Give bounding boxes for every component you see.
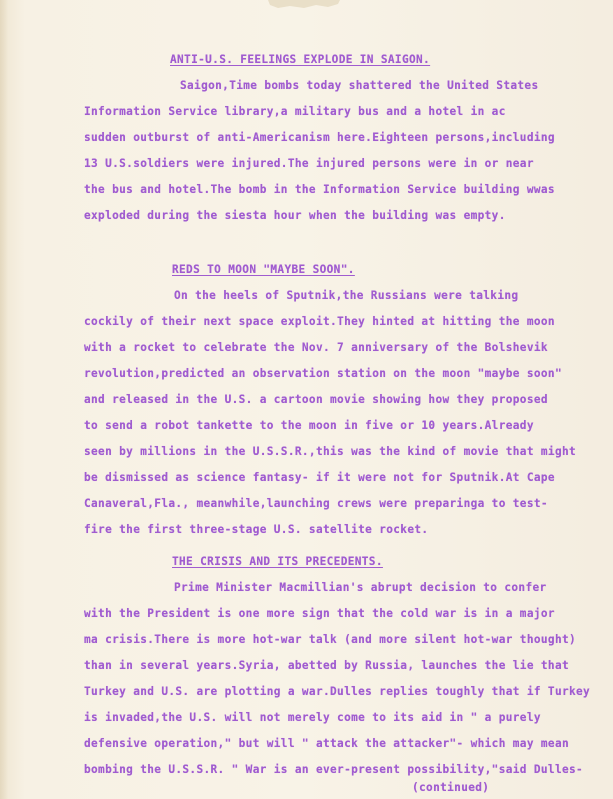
body-line: ma crisis.There is more hot-war talk (and more silent hot-war thought) (84, 633, 577, 646)
body-line: to send a robot tankette to the moon in five or 10 years.Already (84, 419, 534, 432)
body-line: exploded during the siesta hour when the building was empty. (84, 209, 506, 222)
body-line: defensive operation," but will " attack the attacker"- which may mean (84, 737, 570, 750)
body-line: sudden outburst of anti-Americanism here.Eighteen persons,including (84, 131, 555, 144)
body-line: with the President is one more sign that the cold war is in a major (84, 607, 555, 620)
body-line: revolution,predicted an observation station on the moon "maybe soon" (84, 367, 562, 380)
body-line: than in several years.Syria, abetted by Russia, launches the lie that (84, 659, 570, 672)
body-line: be dismissed as science fantasy- if it were not for Sputnik.At Cape (84, 471, 555, 484)
body-line: is invaded,the U.S. will not merely come to its aid in " a purely (84, 711, 541, 724)
page-edge-shadow (0, 0, 8, 799)
torn-paper-mark (268, 0, 340, 12)
body-line: Canaveral,Fla., meanwhile,launching crews were preparinga to test- (84, 497, 548, 510)
heading-reds-to-moon: REDS TO MOON "MAYBE SOON". (172, 263, 355, 276)
body-line: bombing the U.S.S.R. " War is an ever-present possibility,"said Dulles- (84, 763, 584, 776)
heading-saigon: ANTI-U.S. FEELINGS EXPLODE IN SAIGON. (170, 53, 431, 66)
heading-crisis: THE CRISIS AND ITS PRECEDENTS. (172, 555, 383, 568)
body-line: Saigon,Time bombs today shattered the United States (180, 79, 539, 92)
body-line: and released in the U.S. a cartoon movie showing how they proposed (84, 393, 548, 406)
body-line: Turkey and U.S. are plotting a war.Dulles replies toughly that if Turkey (84, 685, 591, 698)
body-line: the bus and hotel.The bomb in the Information Service building wwas (84, 183, 555, 196)
body-line: cockily of their next space exploit.They hinted at hitting the moon (84, 315, 555, 328)
body-line: seen by millions in the U.S.S.R.,this was the kind of movie that might (84, 445, 577, 458)
continued-note: (continued) (412, 781, 490, 794)
body-line: On the heels of Sputnik,the Russians were talking (174, 289, 519, 302)
body-line: Information Service library,a military bus and a hotel in ac (84, 105, 506, 118)
body-line: with a rocket to celebrate the Nov. 7 anniversary of the Bolshevik (84, 341, 548, 354)
body-line: fire the first three-stage U.S. satellite rocket. (84, 523, 429, 536)
body-line: Prime Minister Macmillian's abrupt decision to confer (174, 581, 547, 594)
body-line: 13 U.S.soldiers were injured.The injured persons were in or near (84, 157, 534, 170)
